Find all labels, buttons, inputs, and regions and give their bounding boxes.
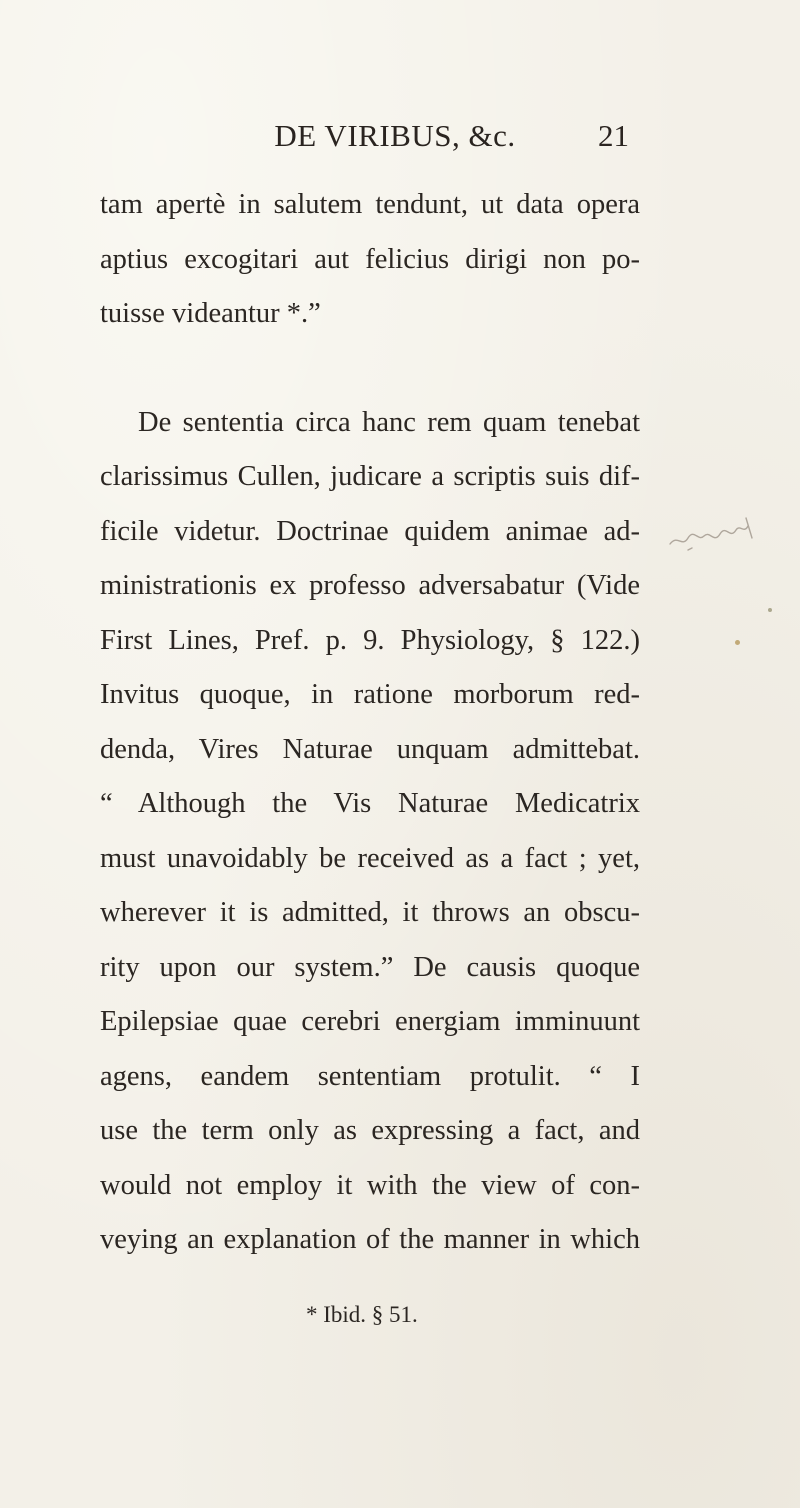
text-line: veying an explanation of the manner in which xyxy=(100,1224,640,1255)
paragraph-gap xyxy=(100,342,640,396)
text-line: aptius excogitari aut felicius dirigi non po- xyxy=(100,243,640,275)
body-text xyxy=(100,178,640,1268)
paper-blemish xyxy=(768,608,772,612)
text-line: wherever it is admitted, it throws an obscu- xyxy=(100,897,640,928)
text-line: clarissimus Cullen, judicare a scriptis suis dif- xyxy=(100,461,640,492)
text-line: De sententia circa hanc rem quam tenebat xyxy=(138,406,640,438)
running-title: DE VIRIBUS, &c. xyxy=(274,118,516,153)
text-line: must unavoidably be received as a fact ; yet, xyxy=(100,842,640,874)
text-line: tam apertè in salutem tendunt, ut data opera xyxy=(100,189,640,220)
running-head xyxy=(0,118,800,158)
footnote: * Ibid. § 51. xyxy=(306,1302,418,1327)
text-line: “ Although the Vis Naturae Medicatrix xyxy=(100,788,640,819)
text-line: agens, eandem sententiam protulit. “ I xyxy=(100,1060,640,1092)
text-line: tuisse videantur *.” xyxy=(100,298,321,329)
paper-blemish xyxy=(735,640,740,645)
text-line: ministrationis ex professo adversabatur (Vide xyxy=(100,570,640,601)
text-line: would not employ it with the view of con- xyxy=(100,1169,640,1201)
text-line: use the term only as expressing a fact, and xyxy=(100,1115,640,1146)
text-line: Invitus quoque, in ratione morborum red- xyxy=(100,679,640,710)
text-line: First Lines, Pref. p. 9. Physiology, § 122.) xyxy=(100,624,640,656)
text-line: ficile videtur. Doctrinae quidem animae ad- xyxy=(100,515,640,547)
text-line: rity upon our system.” De causis quoque xyxy=(100,951,640,983)
handwritten-margin-note xyxy=(668,504,758,554)
page-number: 21 xyxy=(598,118,629,153)
text-line: Epilepsiae quae cerebri energiam imminuunt xyxy=(100,1006,640,1037)
paragraph-1 xyxy=(100,178,640,342)
text-line: denda, Vires Naturae unquam admittebat. xyxy=(100,733,640,765)
paragraph-2 xyxy=(100,396,640,1268)
